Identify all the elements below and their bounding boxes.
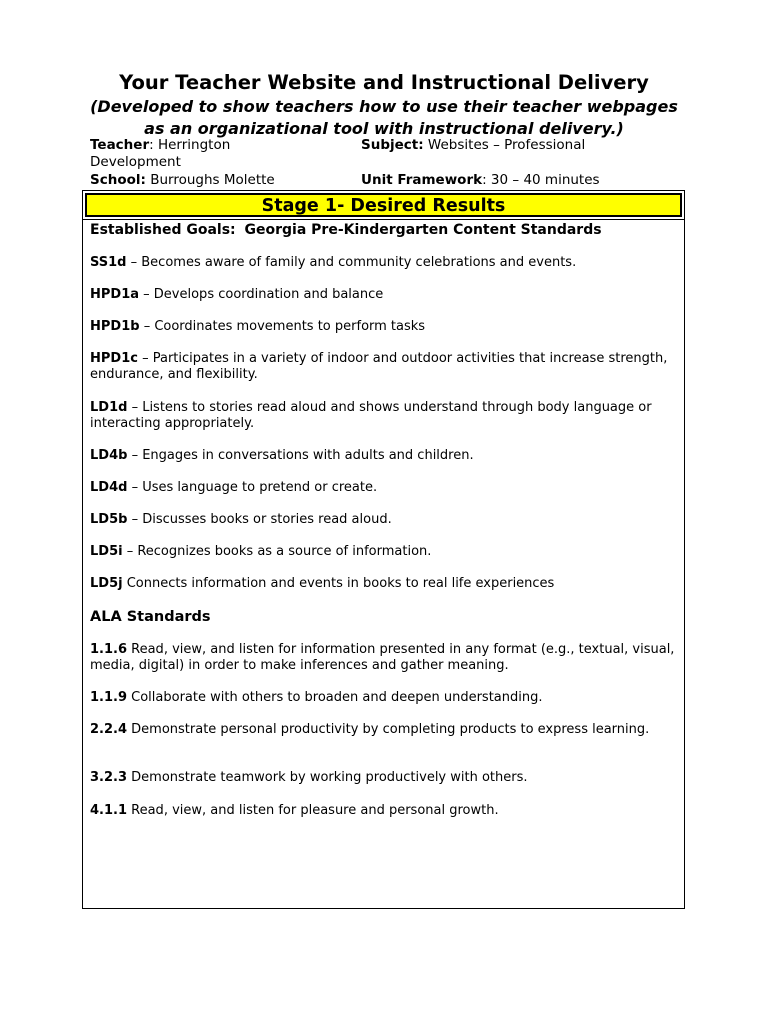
ala-code: 4.1.1 bbox=[90, 803, 128, 818]
standard-text: – Discusses books or stories read aloud. bbox=[127, 512, 392, 527]
ala-text: Demonstrate teamwork by working productively with others. bbox=[127, 770, 528, 785]
standard-code: LD4b bbox=[90, 448, 128, 463]
framework-value: : 30 – 40 minutes bbox=[482, 172, 600, 188]
document-subtitle bbox=[0, 96, 768, 140]
subtitle-line-2: as an organizational tool with instructional delivery.) bbox=[144, 119, 624, 138]
framework-label: Unit Framework bbox=[361, 172, 483, 188]
teacher-field bbox=[90, 137, 360, 171]
goals-value: Georgia Pre-Kindergarten Content Standards bbox=[239, 222, 602, 238]
standard-text: – Develops coordination and balance bbox=[139, 287, 384, 302]
standard-code: HPD1a bbox=[90, 287, 140, 302]
ala-text: Read, view, and listen for pleasure and personal growth. bbox=[127, 803, 499, 818]
standard-code: LD5i bbox=[90, 544, 123, 559]
ala-item bbox=[90, 642, 680, 674]
standard-item bbox=[90, 544, 680, 560]
standard-item bbox=[90, 576, 680, 592]
established-goals-heading bbox=[90, 221, 602, 239]
ala-text: Collaborate with others to broaden and deepen understanding. bbox=[127, 690, 543, 705]
ala-code: 2.2.4 bbox=[90, 722, 128, 737]
ala-code: 1.1.6 bbox=[90, 642, 128, 657]
standard-code: LD5j bbox=[90, 576, 123, 591]
standard-text: – Recognizes books as a source of information. bbox=[122, 544, 432, 559]
standard-item bbox=[90, 512, 680, 528]
school-label: School: bbox=[90, 172, 146, 188]
teacher-value: : Herrington bbox=[149, 137, 231, 153]
standard-item bbox=[90, 255, 680, 271]
standard-code: LD1d bbox=[90, 400, 128, 415]
standard-text: Connects information and events in books to real life experiences bbox=[122, 576, 555, 591]
standard-code: HPD1b bbox=[90, 319, 140, 334]
subject-value-continued: Development bbox=[90, 154, 181, 170]
standard-item bbox=[90, 287, 680, 303]
standard-text: – Uses language to pretend or create. bbox=[127, 480, 378, 495]
standard-code: LD5b bbox=[90, 512, 128, 527]
ala-item bbox=[90, 722, 680, 738]
goals-label: Established Goals: bbox=[90, 222, 236, 238]
standard-code: LD4d bbox=[90, 480, 128, 495]
subject-value: Websites – Professional bbox=[423, 137, 586, 153]
ala-code: 1.1.9 bbox=[90, 690, 128, 705]
standard-text: – Coordinates movements to perform tasks bbox=[139, 319, 426, 334]
ala-code: 3.2.3 bbox=[90, 770, 128, 785]
document-title: Your Teacher Website and Instructional Delivery bbox=[119, 71, 649, 94]
ala-text: Read, view, and listen for information presented in any format (e.g., textual, visual, media, digital) in order to make inferences and gather meaning. bbox=[90, 642, 675, 673]
ala-item bbox=[90, 690, 680, 706]
standard-item bbox=[90, 400, 680, 432]
standard-text: – Listens to stories read aloud and shows understand through body language or interacting appropriately. bbox=[90, 400, 652, 431]
ala-text: Demonstrate personal productivity by completing products to express learning. bbox=[127, 722, 650, 737]
subject-label: Subject: bbox=[361, 137, 424, 153]
standard-item bbox=[90, 319, 680, 335]
standard-item bbox=[90, 448, 680, 464]
standard-text: – Engages in conversations with adults and children. bbox=[127, 448, 474, 463]
standard-item bbox=[90, 351, 680, 383]
ala-standards-heading: ALA Standards bbox=[90, 609, 211, 625]
subject-field bbox=[361, 137, 681, 154]
subtitle-line-1: (Developed to show teachers how to use their teacher webpages bbox=[90, 97, 678, 116]
school-value: Burroughs Molette bbox=[145, 172, 275, 188]
teacher-label: Teacher bbox=[90, 137, 150, 153]
standard-item bbox=[90, 480, 680, 496]
ala-item bbox=[90, 803, 680, 819]
standard-code: SS1d bbox=[90, 255, 127, 270]
school-field bbox=[90, 172, 360, 189]
standard-text: – Participates in a variety of indoor and outdoor activities that increase strength, endurance, and flexibility. bbox=[90, 351, 668, 382]
framework-field bbox=[361, 172, 681, 189]
ala-item bbox=[90, 770, 680, 786]
standard-text: – Becomes aware of family and community celebrations and events. bbox=[126, 255, 577, 270]
standard-code: HPD1c bbox=[90, 351, 138, 366]
stage-heading: Stage 1- Desired Results bbox=[85, 193, 682, 217]
stage-heading-box bbox=[82, 190, 685, 220]
